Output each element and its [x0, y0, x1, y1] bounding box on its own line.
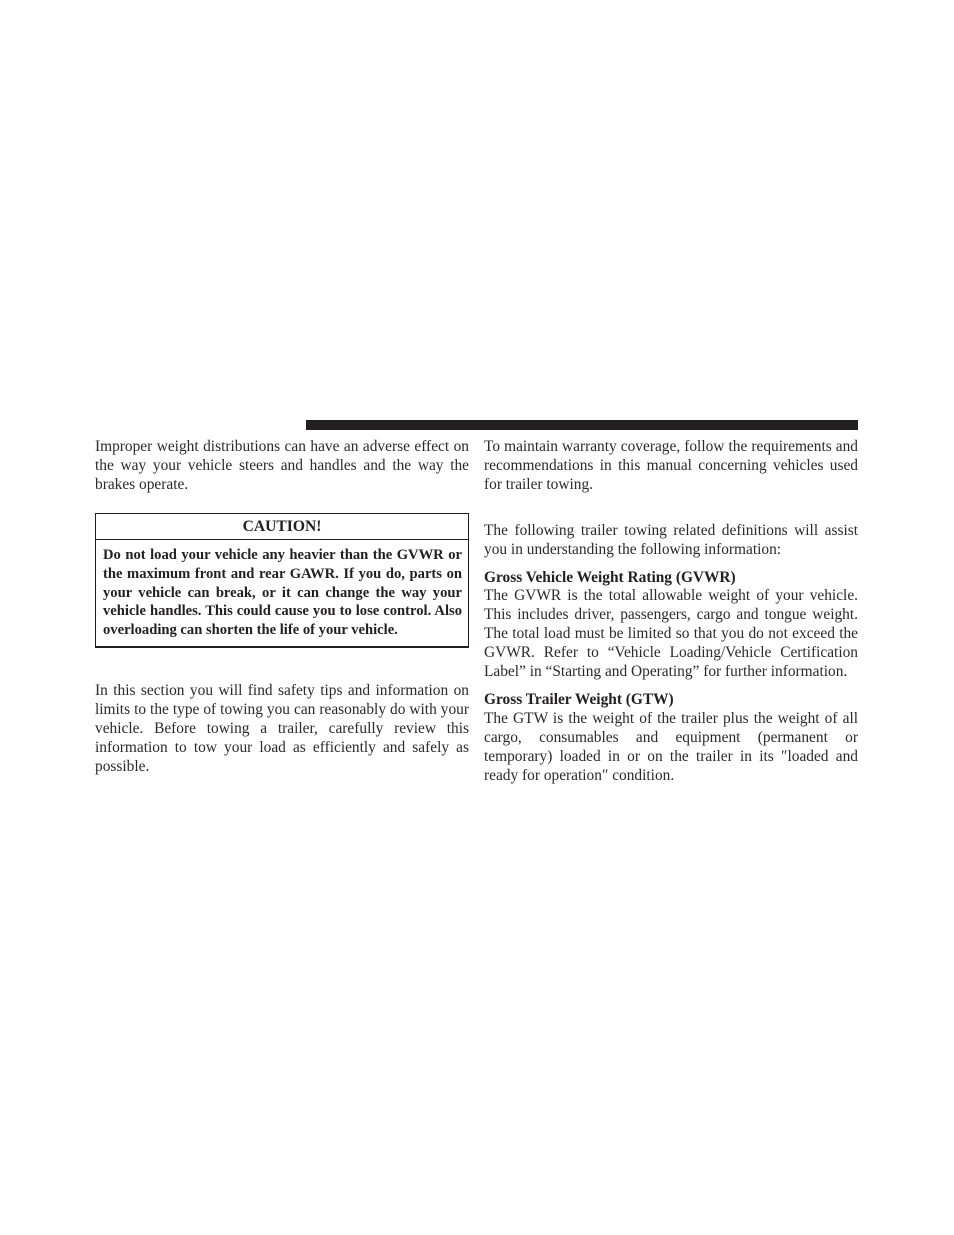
section-paragraph: In this section you will find safety tips and information on limits to the type of towing you can reasonably do with your vehicle. Before towing a trailer, carefully review this information to tow your load as efficiently and safely as possible.	[95, 682, 469, 775]
section-header-bar	[306, 420, 858, 430]
intro-paragraph: Improper weight distributions can have an adverse effect on the way your vehicle steers and handles and the way the brakes operate.	[95, 438, 469, 493]
definition-heading-gvwr: Gross Vehicle Weight Rating (GVWR)	[484, 568, 736, 586]
definition-body-gvwr: The GVWR is the total allowable weight of your vehicle. This includes driver, passengers, cargo and tongue weight. The total load must be limited so that you do not exceed the GVWR. Refer to “Vehicle Loading/Vehicle Certification Label” in “Starting and Operating” for further information.	[484, 587, 858, 681]
definition-body-gtw: The GTW is the weight of the trailer plus the weight of all cargo, consumables and equipment (permanent or temporary) loaded in or on the trailer in its ″loaded and ready for operation″ condition.	[484, 709, 858, 784]
right-column	[484, 438, 858, 786]
caution-box	[95, 513, 469, 649]
caution-title: CAUTION!	[96, 514, 468, 540]
definition-heading-gtw: Gross Trailer Weight (GTW)	[484, 690, 674, 708]
warranty-paragraph: To maintain warranty coverage, follow the requirements and recommendations in this manual concerning vehicles used for trailer towing.	[484, 438, 858, 493]
definitions-intro: The following trailer towing related definitions will assist you in understanding the following information:	[484, 521, 858, 558]
left-column	[95, 438, 469, 777]
caution-body: Do not load your vehicle any heavier than the GVWR or the maximum front and rear GAWR. If you do, parts on your vehicle can break, or it can change the way your vehicle handles. This could cause you to lose control. Also overloading can shorten the life of your vehicle.	[96, 540, 468, 648]
